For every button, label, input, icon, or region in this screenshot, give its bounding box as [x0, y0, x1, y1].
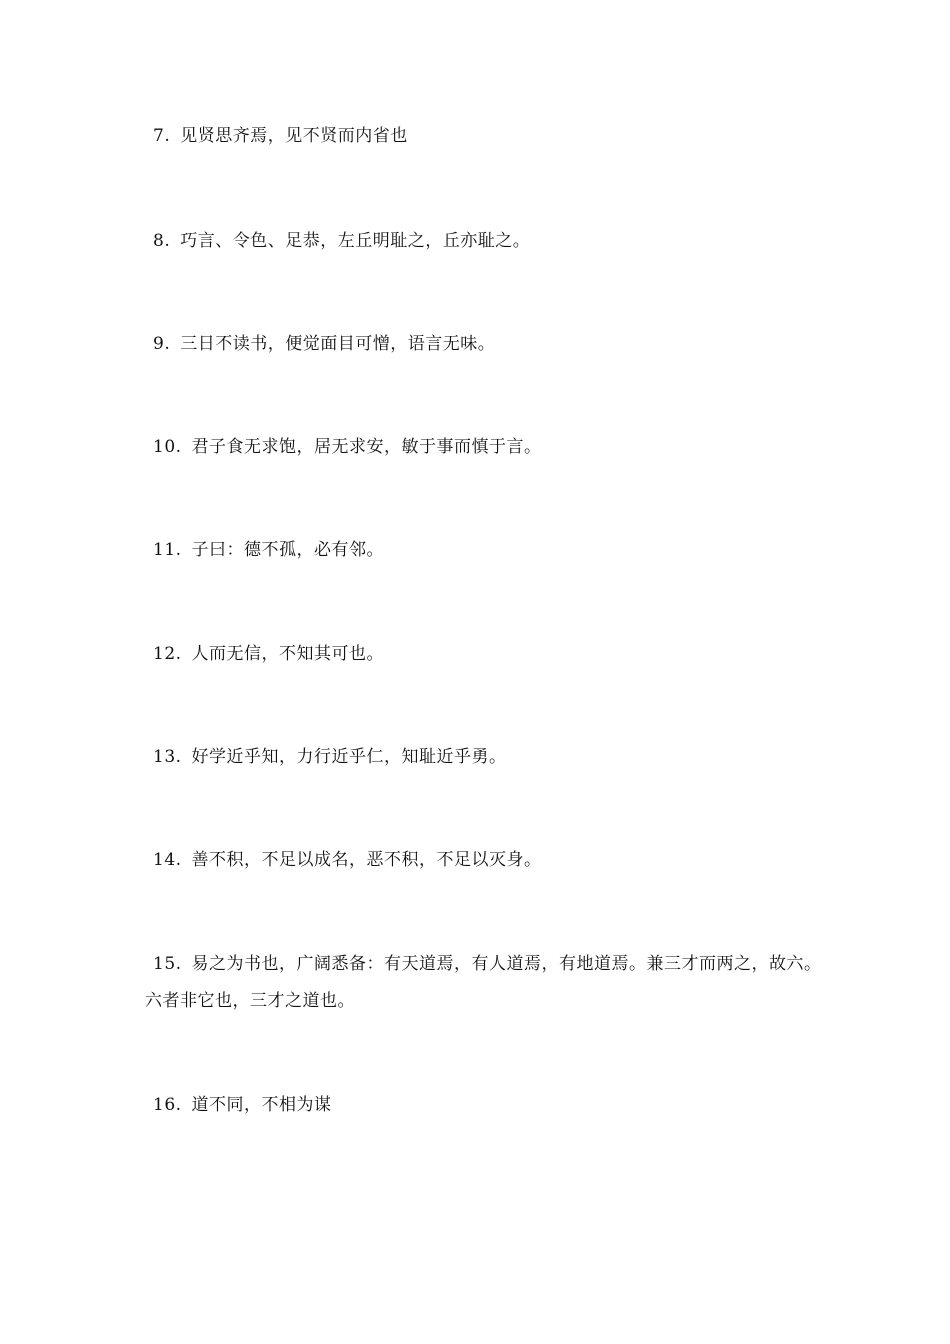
quote-text: 子曰：德不孤，必有邻。 [191, 540, 385, 560]
quote-text: 善不积，不足以成名，恶不积，不足以灭身。 [191, 850, 542, 870]
quote-item-14 [145, 842, 835, 879]
quote-item-11 [145, 532, 835, 569]
quote-text: 君子食无求饱，居无求安，敏于事而慎于言。 [191, 437, 542, 457]
quote-text: 道不同，不相为谋 [191, 1095, 332, 1115]
quote-item-10 [145, 429, 835, 466]
quote-item-15 [145, 946, 835, 1020]
quote-item-8 [145, 223, 835, 260]
quote-item-7 [145, 118, 835, 155]
quote-text: 好学近乎知，力行近乎仁，知耻近乎勇。 [191, 747, 507, 767]
quote-item-13 [145, 739, 835, 776]
quote-number: 7. [153, 126, 171, 146]
quote-number: 14. [153, 850, 182, 870]
quote-item-9 [145, 326, 835, 363]
quote-number: 13. [153, 747, 182, 767]
quote-number: 9. [153, 334, 171, 354]
quote-number: 10. [153, 437, 182, 457]
quote-number: 8. [153, 231, 171, 251]
quote-item-12 [145, 636, 835, 673]
quote-item-16 [145, 1087, 835, 1124]
quote-text: 三日不读书，便觉面目可憎，语言无味。 [180, 334, 496, 354]
quote-text: 易之为书也，广阔悉备：有天道焉，有人道焉，有地道焉。兼三才而两之，故六。六者非它也，三才之道也。 [145, 954, 822, 1011]
quote-number: 16. [153, 1095, 182, 1115]
quote-number: 12. [153, 644, 182, 664]
quote-text: 巧言、令色、足恭，左丘明耻之，丘亦耻之。 [180, 231, 531, 251]
quote-text: 人而无信，不知其可也。 [191, 644, 385, 664]
quote-number: 15. [153, 954, 182, 974]
quote-number: 11. [153, 540, 182, 560]
quote-text: 见贤思齐焉，见不贤而内省也 [180, 126, 408, 146]
